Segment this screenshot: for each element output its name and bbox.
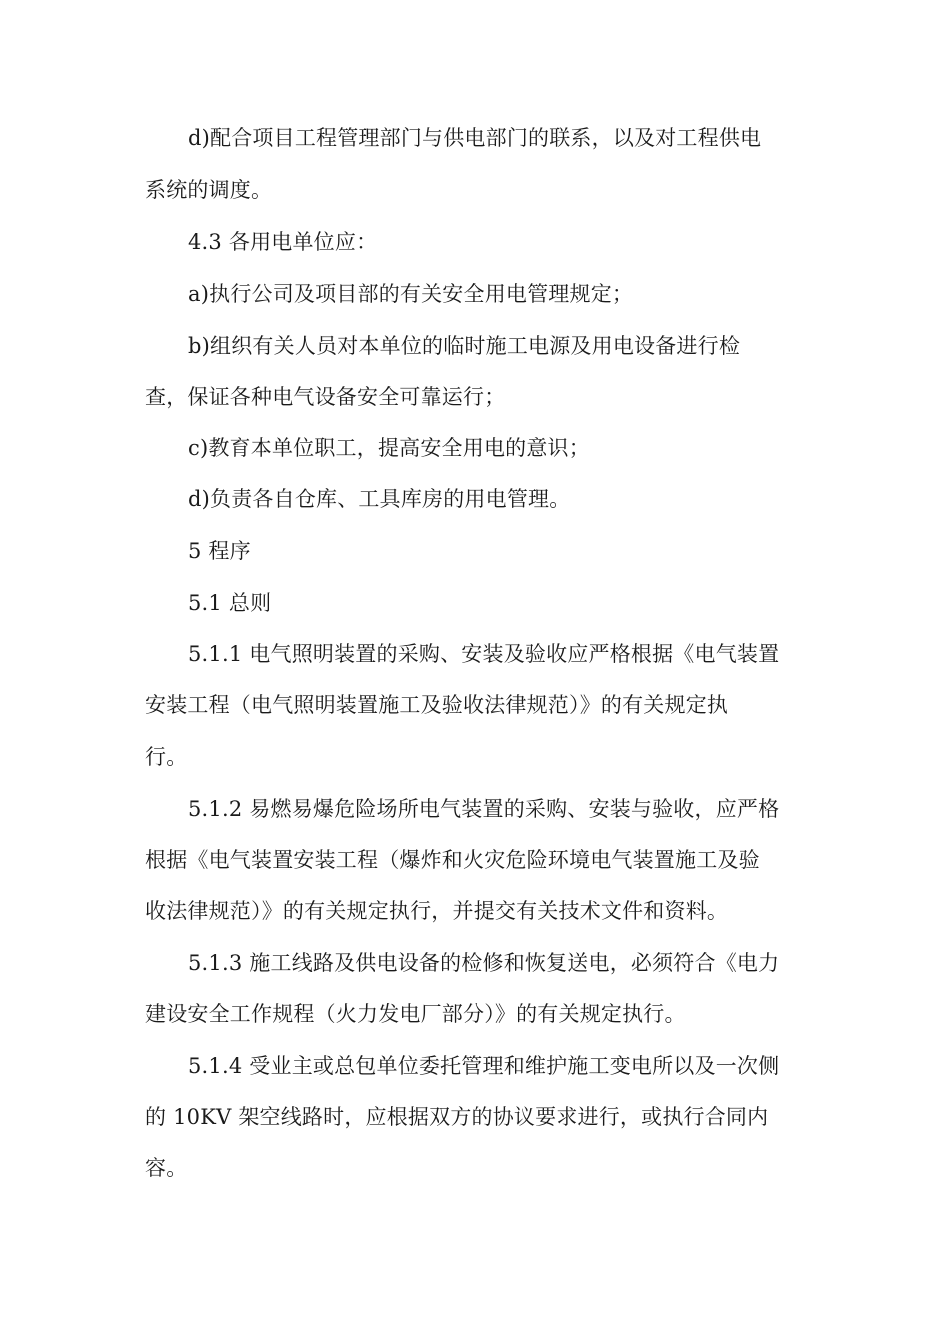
text-line-c: c)教育本单位职工，提高安全用电的意识； xyxy=(188,436,590,460)
text-line-continuation: 的 10KV 架空线路时，应根据双方的协议要求进行，或执行合同内 xyxy=(145,1105,769,1129)
text-line-continuation: 安装工程（电气照明装置施工及验收法律规范）》的有关规定执 xyxy=(145,693,729,717)
text-line-b: b)组织有关人员对本单位的临时施工电源及用电设备进行检 xyxy=(188,334,741,358)
text-line-continuation: 根据《电气装置安装工程（爆炸和火灾危险环境电气装置施工及验 xyxy=(145,848,760,872)
section-heading-4-3: 4.3 各用电单位应： xyxy=(188,230,378,254)
text-line-d: d)负责各自仓库、工具库房的用电管理。 xyxy=(188,487,571,511)
section-heading-5-1: 5.1 总则 xyxy=(188,591,272,615)
text-line-continuation: 建设安全工作规程（火力发电厂部分）》的有关规定执行。 xyxy=(145,1002,686,1026)
text-line-continuation: 行。 xyxy=(145,745,188,769)
text-line-5-1-4: 5.1.4 受业主或总包单位委托管理和维护施工变电所以及一次侧 xyxy=(188,1054,780,1078)
section-heading-5: 5 程序 xyxy=(188,539,251,563)
text-line-d-coordination: d)配合项目工程管理部门与供电部门的联系，以及对工程供电 xyxy=(188,126,762,150)
text-line-continuation: 容。 xyxy=(145,1156,188,1180)
text-line-continuation: 查，保证各种电气设备安全可靠运行； xyxy=(145,385,506,409)
text-line-5-1-3: 5.1.3 施工线路及供电设备的检修和恢复送电，必须符合《电力 xyxy=(188,951,780,975)
text-line-continuation: 收法律规范）》的有关规定执行，并提交有关技术文件和资料。 xyxy=(145,899,729,923)
text-line-5-1-2: 5.1.2 易燃易爆危险场所电气装置的采购、安装与验收，应严格 xyxy=(188,797,780,821)
text-line-5-1-1: 5.1.1 电气照明装置的采购、安装及验收应严格根据《电气装置 xyxy=(188,642,780,666)
text-line-a: a)执行公司及项目部的有关安全用电管理规定； xyxy=(188,282,634,306)
text-line-continuation: 系统的调度。 xyxy=(145,178,273,202)
